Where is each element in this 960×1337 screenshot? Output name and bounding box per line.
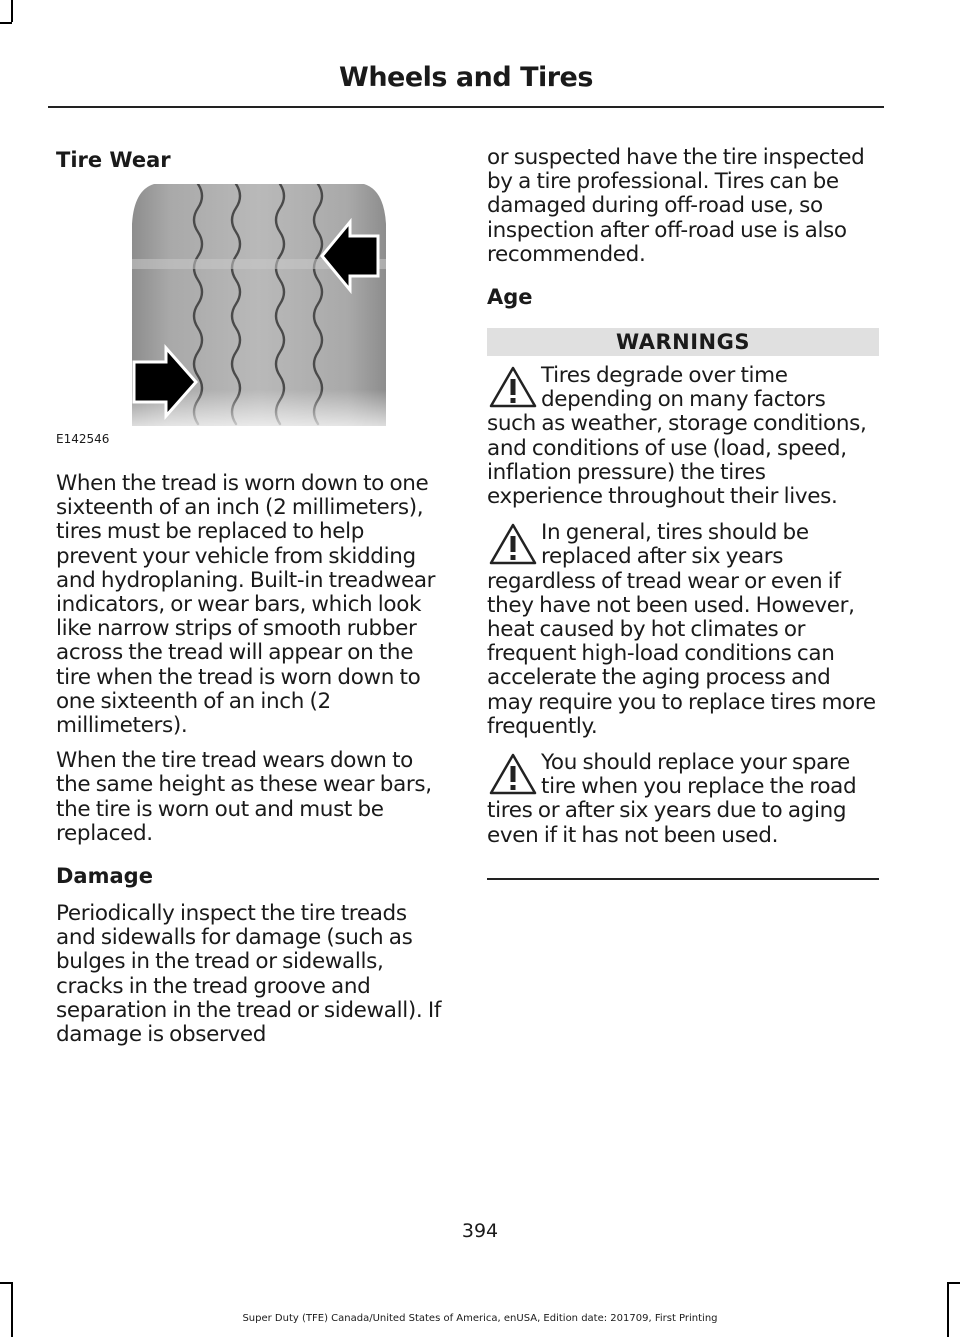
- warnings-banner: WARNINGS: [487, 328, 879, 356]
- inspection-continuation-paragraph: or suspected have the tire inspected by a tire professional. Tires can be damaged during off-road use, so inspection after off-road use is also recommended.: [487, 145, 865, 267]
- warning-item: [487, 364, 879, 509]
- header-rule: [48, 106, 884, 108]
- damage-heading: Damage: [56, 864, 153, 889]
- tire-tread-illustration: [132, 184, 388, 426]
- tire-wear-heading: Tire Wear: [56, 148, 171, 172]
- warning-text: In general, tires should be replaced after six years regardless of tread wear or even if they have not been used. However, heat caused by hot climates or frequent high-load conditions can accelerate the aging process and may require you to replace tires more frequently.: [487, 520, 876, 739]
- warning-item: [487, 521, 879, 739]
- right-column: [487, 146, 879, 880]
- wear-bars-paragraph: When the tire tread wears down to the same height as these wear bars, the tire is worn out and must be replaced.: [56, 748, 432, 846]
- page-header-title: Wheels and Tires: [339, 62, 593, 93]
- left-column: [56, 146, 448, 1047]
- warning-triangle-icon: [487, 521, 539, 567]
- crop-mark: [11, 0, 13, 22]
- figure-code: E142546: [56, 432, 110, 446]
- warning-triangle-icon: [487, 364, 539, 410]
- crop-mark: [11, 1282, 13, 1337]
- footer-edition-info: Super Duty (TFE) Canada/United States of America, enUSA, Edition date: 201709, First Printing: [242, 1313, 718, 1324]
- warning-triangle-icon: [487, 751, 539, 797]
- tread-wear-figure: [56, 184, 388, 448]
- crop-mark: [0, 22, 12, 24]
- age-heading: Age: [487, 285, 533, 310]
- warning-text: You should replace your spare tire when you replace the road tires or after six years due to aging even if it has not been used.: [487, 750, 857, 848]
- tread-wear-paragraph: When the tread is worn down to one sixteenth of an inch (2 millimeters), tires must be replaced to help prevent your vehicle from skidding and hydroplaning. Built-in treadwear indicators, or wear bars, which look like narrow strips of smooth rubber across the tread will appear on the tire when the tread is worn down to one sixteenth of an inch (2 millimeters).: [56, 471, 436, 739]
- crop-mark: [948, 1282, 960, 1284]
- section-end-rule: [487, 878, 879, 880]
- warning-text: Tires degrade over time depending on many factors such as weather, storage conditions, and conditions of use (load, speed, inflation pressure) the tires experience throughout their lives.: [487, 363, 867, 510]
- crop-mark: [0, 1282, 12, 1284]
- page-number: 394: [461, 1220, 499, 1242]
- crop-mark: [947, 1282, 949, 1337]
- damage-paragraph: Periodically inspect the tire treads and sidewalls for damage (such as bulges in the tread or sidewalls, cracks in the tread groove and separation in the tread or sidewall). If damage is observed: [56, 901, 442, 1048]
- warning-item: [487, 751, 879, 848]
